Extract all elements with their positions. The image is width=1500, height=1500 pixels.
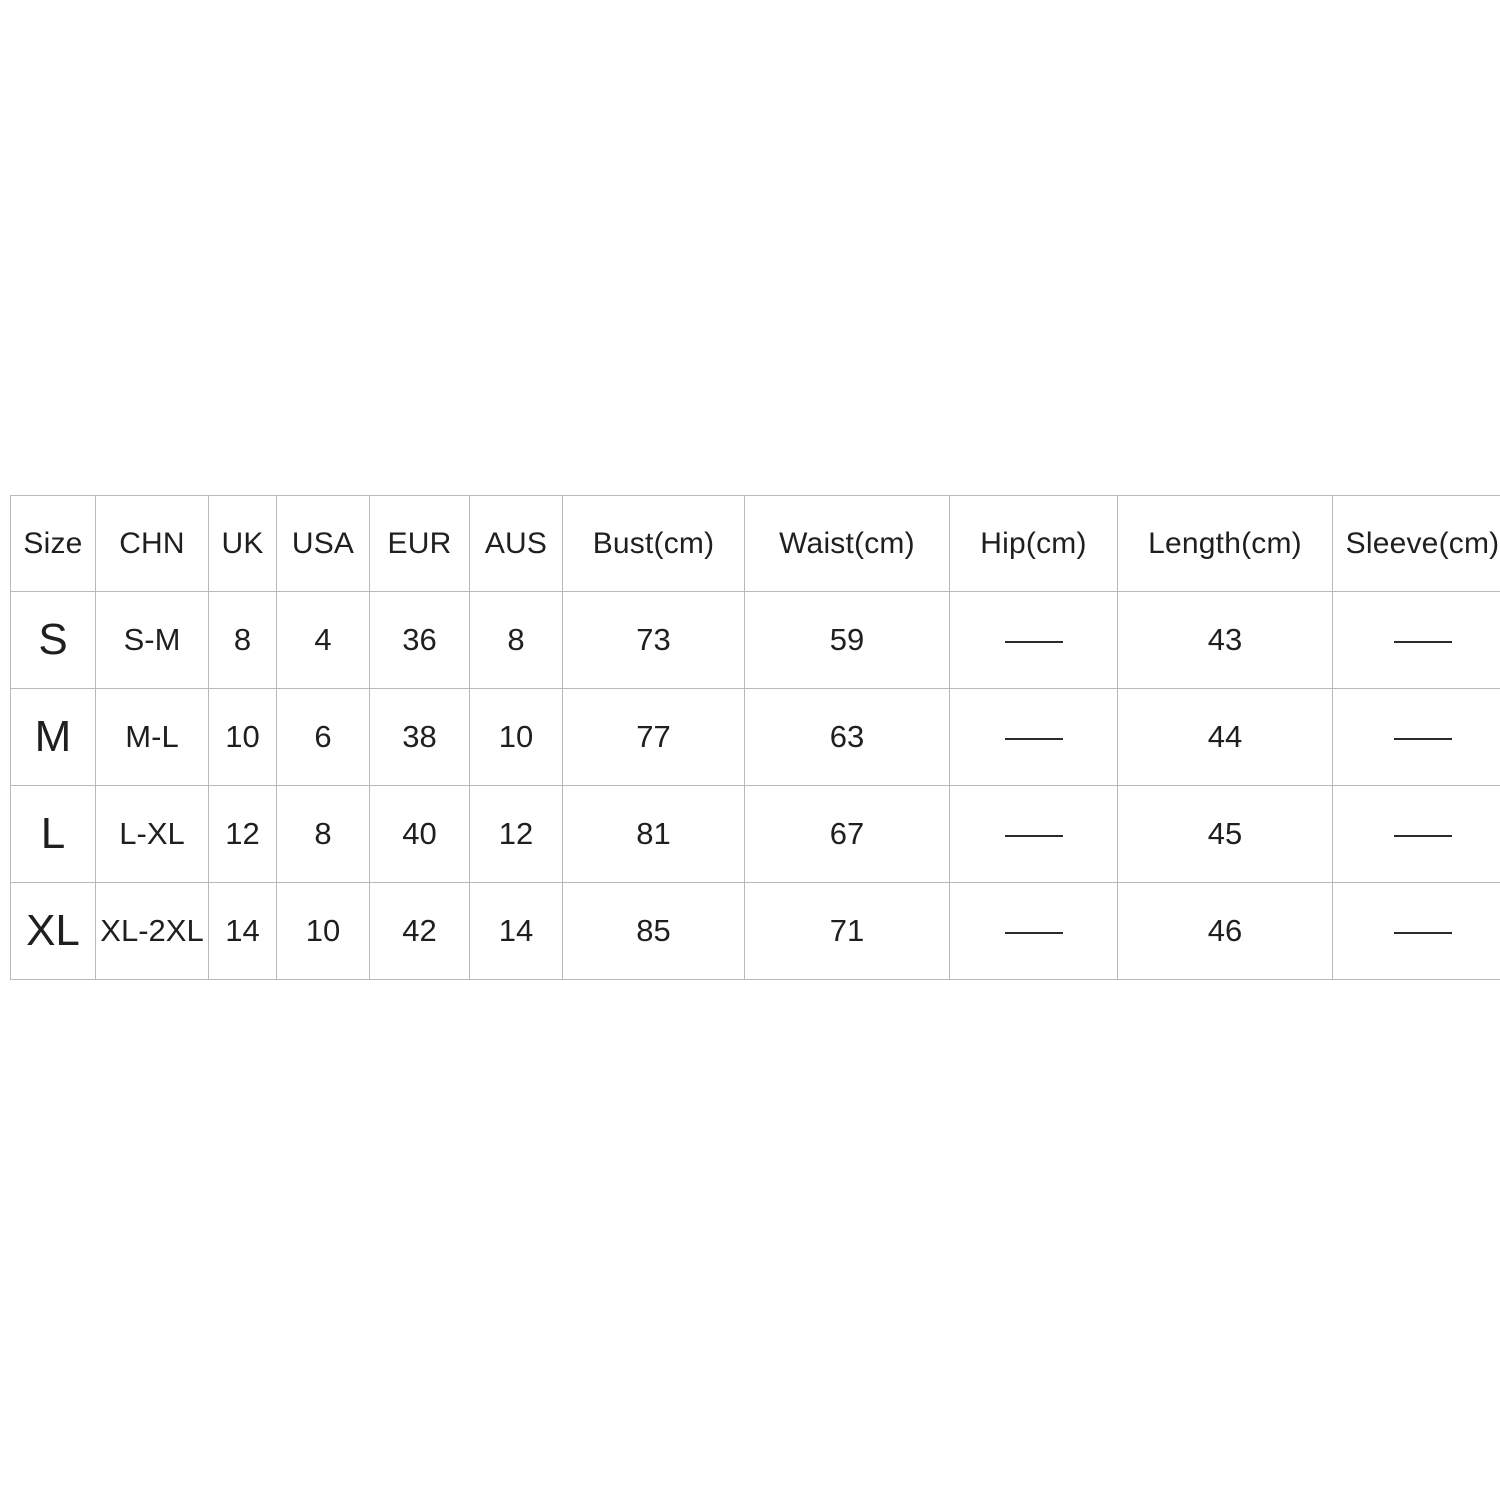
size-chart-container — [10, 495, 1500, 980]
column-header-chn: CHN — [96, 496, 209, 592]
cell-usa: 4 — [277, 592, 370, 689]
cell-eur: 36 — [370, 592, 470, 689]
cell-chn: L-XL — [96, 786, 209, 883]
cell-length: 43 — [1118, 592, 1333, 689]
table-row — [11, 592, 1500, 689]
cell-size: M — [11, 689, 96, 786]
column-header-hip: Hip(cm) — [950, 496, 1118, 592]
column-header-eur: EUR — [370, 496, 470, 592]
cell-waist: 63 — [745, 689, 950, 786]
dash-icon — [1394, 932, 1452, 934]
cell-aus: 10 — [470, 689, 563, 786]
cell-uk: 14 — [209, 883, 277, 980]
cell-hip — [950, 592, 1118, 689]
table-row — [11, 786, 1500, 883]
cell-chn: M-L — [96, 689, 209, 786]
cell-eur: 42 — [370, 883, 470, 980]
cell-bust: 73 — [563, 592, 745, 689]
cell-length: 45 — [1118, 786, 1333, 883]
cell-hip — [950, 786, 1118, 883]
cell-hip — [950, 689, 1118, 786]
cell-chn: S-M — [96, 592, 209, 689]
table-header-row — [11, 496, 1500, 592]
cell-length: 44 — [1118, 689, 1333, 786]
cell-bust: 77 — [563, 689, 745, 786]
column-header-uk: UK — [209, 496, 277, 592]
dash-icon — [1005, 835, 1063, 837]
cell-eur: 40 — [370, 786, 470, 883]
cell-aus: 14 — [470, 883, 563, 980]
table-row — [11, 883, 1500, 980]
cell-eur: 38 — [370, 689, 470, 786]
cell-uk: 10 — [209, 689, 277, 786]
table-row — [11, 689, 1500, 786]
cell-usa: 8 — [277, 786, 370, 883]
dash-icon — [1005, 641, 1063, 643]
column-header-waist: Waist(cm) — [745, 496, 950, 592]
cell-bust: 81 — [563, 786, 745, 883]
column-header-size: Size — [11, 496, 96, 592]
cell-waist: 59 — [745, 592, 950, 689]
cell-hip — [950, 883, 1118, 980]
cell-size: S — [11, 592, 96, 689]
dash-icon — [1394, 641, 1452, 643]
cell-aus: 8 — [470, 592, 563, 689]
cell-length: 46 — [1118, 883, 1333, 980]
column-header-sleeve: Sleeve(cm) — [1333, 496, 1500, 592]
size-chart-table — [10, 495, 1500, 980]
cell-waist: 67 — [745, 786, 950, 883]
column-header-usa: USA — [277, 496, 370, 592]
cell-sleeve — [1333, 786, 1500, 883]
cell-size: L — [11, 786, 96, 883]
dash-icon — [1005, 932, 1063, 934]
cell-uk: 12 — [209, 786, 277, 883]
cell-waist: 71 — [745, 883, 950, 980]
cell-usa: 6 — [277, 689, 370, 786]
cell-chn: XL-2XL — [96, 883, 209, 980]
cell-bust: 85 — [563, 883, 745, 980]
cell-usa: 10 — [277, 883, 370, 980]
cell-size: XL — [11, 883, 96, 980]
column-header-length: Length(cm) — [1118, 496, 1333, 592]
cell-uk: 8 — [209, 592, 277, 689]
dash-icon — [1394, 738, 1452, 740]
column-header-bust: Bust(cm) — [563, 496, 745, 592]
cell-sleeve — [1333, 883, 1500, 980]
dash-icon — [1394, 835, 1452, 837]
dash-icon — [1005, 738, 1063, 740]
column-header-aus: AUS — [470, 496, 563, 592]
cell-sleeve — [1333, 689, 1500, 786]
cell-sleeve — [1333, 592, 1500, 689]
cell-aus: 12 — [470, 786, 563, 883]
